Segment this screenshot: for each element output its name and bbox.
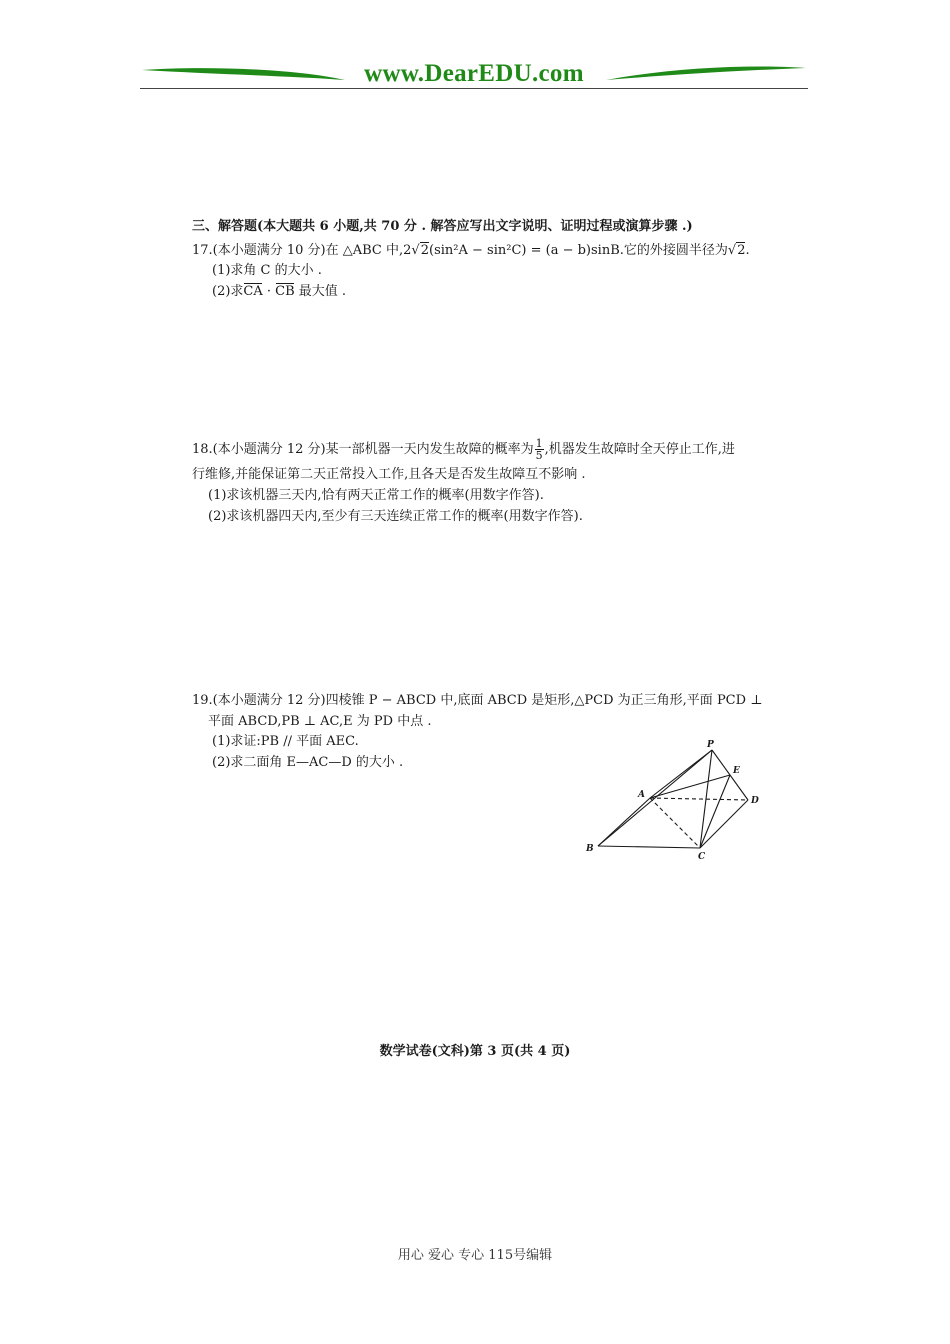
label-p: P bbox=[707, 740, 714, 750]
editor-credit: 用心 爱心 专心 115号编辑 bbox=[397, 1248, 553, 1263]
edge-pa bbox=[650, 750, 712, 798]
label-b: B bbox=[586, 844, 594, 854]
q18-part1: (1)求该机器三天内,恰有两天正常工作的概率(用数字作答). bbox=[208, 488, 544, 503]
site-logo-text[interactable]: www.DearEDU.com bbox=[364, 60, 584, 87]
q17-stem-a: 17.(本小题满分 10 分)在 △ABC 中,2 bbox=[192, 243, 412, 258]
segment-ac-hidden bbox=[650, 798, 700, 848]
edge-ba bbox=[598, 798, 650, 846]
dot-operator: · bbox=[262, 284, 276, 299]
vector-ca: CA bbox=[243, 284, 263, 299]
q17-stem-b: (sin²A − sin²C) = (a − b)sinB.它的外接圆半径为 bbox=[429, 243, 728, 258]
q19-stem: 19.(本小题满分 12 分)四棱锥 P − ABCD 中,底面 ABCD 是矩形,△PCD 为正三角形,平面 PCD ⊥ bbox=[192, 693, 763, 708]
q19-part1: (1)求证:PB // 平面 AEC. bbox=[212, 734, 359, 749]
q18-stem-a: 18.(本小题满分 12 分)某一部机器一天内发生故障的概率为 bbox=[192, 442, 534, 457]
label-c: C bbox=[698, 852, 706, 862]
q18-stem-b: ,机器发生故障时全天停止工作,进 bbox=[544, 442, 735, 457]
label-e: E bbox=[733, 766, 740, 776]
q18-part2: (2)求该机器四天内,至少有三天连续正常工作的概率(用数字作答). bbox=[208, 509, 583, 524]
edge-pb bbox=[598, 750, 712, 846]
vector-cb: CB bbox=[275, 284, 295, 299]
q17-part2 bbox=[212, 283, 346, 301]
q17-part2-b: 最大值 . bbox=[294, 284, 347, 299]
fraction-denominator: 5 bbox=[535, 449, 543, 462]
q17-stem-end: . bbox=[745, 243, 750, 258]
pyramid-figure bbox=[582, 738, 772, 863]
q17-sqrt-2: 2 bbox=[420, 243, 429, 258]
q17-part1: (1)求角 C 的大小 . bbox=[212, 263, 322, 278]
edge-bc bbox=[598, 846, 700, 848]
section-title: 三、解答题(本大题共 6 小题,共 70 分 . 解答应写出文字说明、证明过程或演算步骤 .) bbox=[192, 219, 693, 234]
fraction-numerator: 1 bbox=[535, 437, 543, 450]
q17-part2-a: (2)求 bbox=[212, 284, 244, 299]
q19-part2: (2)求二面角 E—AC—D 的大小 . bbox=[212, 755, 404, 770]
pyramid-diagram bbox=[582, 738, 772, 863]
header-rule bbox=[140, 88, 808, 89]
q18-stem-continued: 行维修,并能保证第二天正常投入工作,且各天是否发生故障互不影响 . bbox=[192, 467, 586, 482]
fraction-one-fifth bbox=[535, 438, 544, 461]
q18-stem bbox=[192, 438, 735, 461]
edge-ad-hidden bbox=[650, 798, 748, 800]
q19-stem-continued: 平面 ABCD,PB ⊥ AC,E 为 PD 中点 . bbox=[208, 714, 432, 729]
label-d: D bbox=[751, 796, 759, 806]
page-footer: 数学试卷(文科)第 3 页(共 4 页) bbox=[379, 1044, 571, 1059]
q17-sqrt-r: 2 bbox=[737, 243, 746, 258]
q17-stem: 17.(本小题满分 10 分)在 △ABC 中,2√2(sin²A − sin²C) = (a − b)sinB.它的外接圆半径为√2. bbox=[192, 243, 750, 258]
edge-cd bbox=[700, 800, 748, 848]
segment-ae bbox=[650, 775, 730, 798]
label-a: A bbox=[638, 790, 645, 800]
